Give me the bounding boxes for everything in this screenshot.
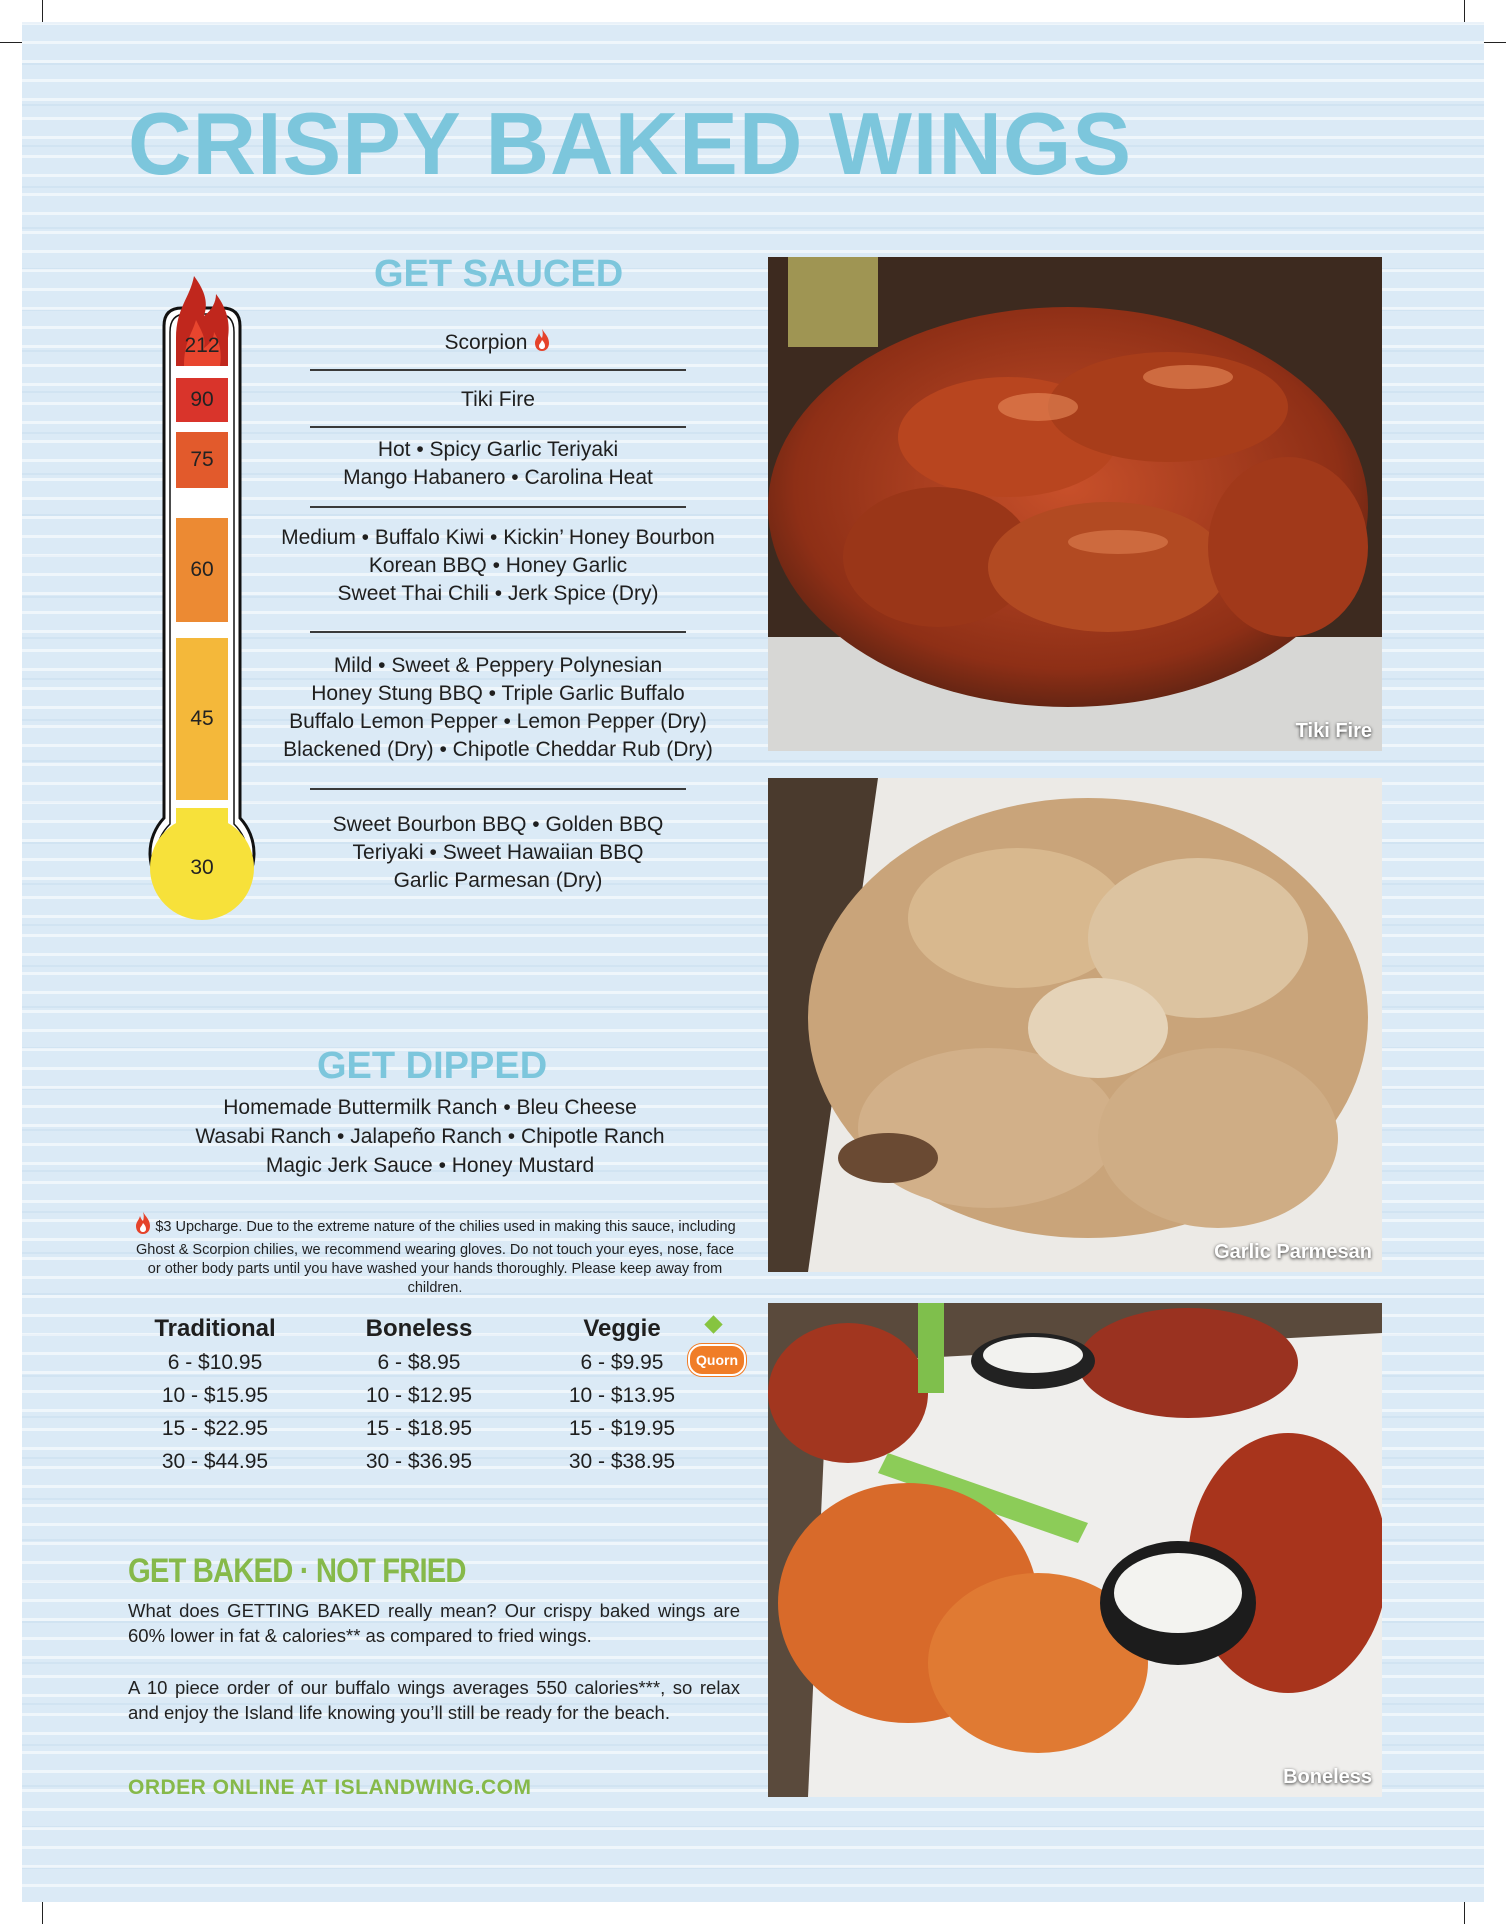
price-item: 15 - $22.95 xyxy=(161,1417,269,1440)
flame-icon xyxy=(533,328,551,360)
crop-mark xyxy=(42,1902,43,1924)
sauce-line: Scorpion xyxy=(444,331,528,354)
heat-level-90: 90 xyxy=(190,388,214,411)
scorpion-upcharge-note xyxy=(128,1211,742,1298)
sauce-line: Hot • Spicy Garlic Teriyaki xyxy=(377,438,619,461)
crop-mark xyxy=(1484,42,1506,43)
price-heading: Veggie xyxy=(583,1315,661,1342)
divider xyxy=(310,426,686,428)
price-item: 30 - $44.95 xyxy=(161,1450,269,1473)
crop-mark xyxy=(1464,0,1465,22)
wings-image xyxy=(768,778,1382,1272)
sauce-line: Sweet Thai Chili • Jerk Spice (Dry) xyxy=(337,582,659,605)
sauce-line: Teriyaki • Sweet Hawaiian BBQ xyxy=(352,841,644,864)
sauce-line: Garlic Parmesan (Dry) xyxy=(393,869,603,892)
sauce-line: Blackened (Dry) • Chipotle Cheddar Rub (Dry) xyxy=(283,738,713,761)
dip-list xyxy=(160,1093,700,1180)
wings-image xyxy=(768,1303,1382,1797)
price-item: 15 - $18.95 xyxy=(365,1417,473,1440)
price-item: 30 - $36.95 xyxy=(365,1450,473,1473)
heat-level-45: 45 xyxy=(190,707,214,730)
sauce-group-tiki-fire xyxy=(270,386,726,414)
sauce-line: Tiki Fire xyxy=(461,388,535,411)
quorn-badge: Quorn xyxy=(688,1344,746,1376)
price-heading: Traditional xyxy=(154,1315,276,1342)
order-online-link[interactable]: ORDER ONLINE AT ISLANDWING.COM xyxy=(128,1776,532,1799)
heat-thermometer xyxy=(132,268,272,938)
crop-mark xyxy=(42,0,43,22)
sauce-group-scorpion xyxy=(270,328,726,360)
heat-level-30: 30 xyxy=(190,856,214,879)
price-column-traditional xyxy=(135,1312,295,1478)
sauce-group-medium xyxy=(270,524,726,608)
sauce-line: Medium • Buffalo Kiwi • Kickin’ Honey Bourbon xyxy=(281,526,715,549)
price-heading: Boneless xyxy=(365,1315,473,1342)
photo-boneless xyxy=(768,1303,1382,1797)
baked-paragraph-2: A 10 piece order of our buffalo wings averages 550 calories***, so relax and enjoy the Island life knowing you’ll still be ready for the beach. xyxy=(128,1677,740,1723)
sauce-group-hot xyxy=(270,436,726,492)
dipped-heading: GET DIPPED xyxy=(317,1045,548,1087)
price-item: 6 - $9.95 xyxy=(580,1351,664,1374)
price-item: 10 - $15.95 xyxy=(161,1384,269,1407)
flame-icon xyxy=(134,1211,152,1241)
price-item: 10 - $13.95 xyxy=(568,1384,676,1407)
price-item: 10 - $12.95 xyxy=(365,1384,473,1407)
baked-paragraph-1: What does GETTING BAKED really mean? Our crispy baked wings are 60% lower in fat & calories** as compared to fried wings. xyxy=(128,1600,740,1646)
photo-caption: Tiki Fire xyxy=(1295,720,1372,742)
heat-level-60: 60 xyxy=(190,558,214,581)
sauced-heading: GET SAUCED xyxy=(374,253,624,295)
dip-line: Magic Jerk Sauce • Honey Mustard xyxy=(265,1154,595,1177)
crop-mark xyxy=(0,42,22,43)
baked-heading: GET BAKED · NOT FRIED xyxy=(128,1552,466,1590)
photo-tiki-fire xyxy=(768,257,1382,751)
sauce-group-sweet xyxy=(270,811,726,895)
crop-mark xyxy=(1464,1902,1465,1924)
sauce-line: Mild • Sweet & Peppery Polynesian xyxy=(333,654,663,677)
sauce-line: Buffalo Lemon Pepper • Lemon Pepper (Dry) xyxy=(289,710,707,733)
photo-caption: Boneless xyxy=(1283,1766,1372,1788)
heat-level-212: 212 xyxy=(184,334,220,357)
sauce-line: Honey Stung BBQ • Triple Garlic Buffalo xyxy=(311,682,685,705)
price-item: 15 - $19.95 xyxy=(568,1417,676,1440)
page-title: CRISPY BAKED WINGS xyxy=(128,94,1133,193)
photo-caption: Garlic Parmesan xyxy=(1214,1241,1372,1263)
price-item: 6 - $10.95 xyxy=(167,1351,263,1374)
sauce-line: Sweet Bourbon BBQ • Golden BBQ xyxy=(332,813,664,836)
dip-line: Homemade Buttermilk Ranch • Bleu Cheese xyxy=(223,1096,637,1119)
photo-garlic-parmesan xyxy=(768,778,1382,1272)
note-text: $3 Upcharge. Due to the extreme nature of the chilies used in making this sauce, including Ghost & Scorpion chilies, we recommend wearing gloves. Do not touch your eyes, nose, face or other body parts until you have washed your hands thoroughly. Please keep away from children. xyxy=(135,1219,736,1296)
divider xyxy=(310,369,686,371)
price-column-veggie xyxy=(542,1312,702,1478)
divider xyxy=(310,506,686,508)
sauce-line: Mango Habanero • Carolina Heat xyxy=(343,466,653,489)
divider xyxy=(310,631,686,633)
price-column-boneless xyxy=(339,1312,499,1478)
heat-level-75: 75 xyxy=(190,448,214,471)
price-item: 6 - $8.95 xyxy=(377,1351,461,1374)
divider xyxy=(310,788,686,790)
wings-image xyxy=(768,257,1382,751)
sauce-line: Korean BBQ • Honey Garlic xyxy=(368,554,628,577)
dip-line: Wasabi Ranch • Jalapeño Ranch • Chipotle Ranch xyxy=(195,1125,665,1148)
sauce-group-mild xyxy=(270,652,726,764)
price-item: 30 - $38.95 xyxy=(568,1450,676,1473)
